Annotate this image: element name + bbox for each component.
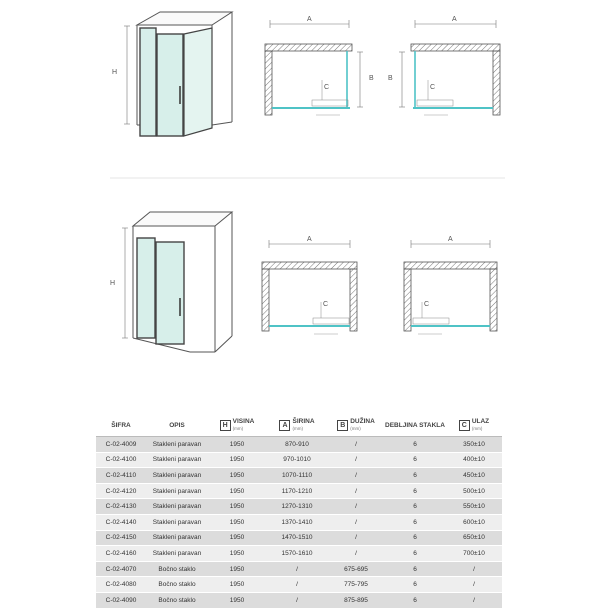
dim-label-a: A: [307, 16, 312, 23]
cell-opis: Stakleni paravan: [146, 546, 208, 562]
cell-duzina: 875-895: [328, 592, 384, 608]
header-sirina-unit: (mm): [292, 426, 303, 431]
cell-opis: Stakleni paravan: [146, 499, 208, 515]
plan-view-niche-left: [262, 236, 357, 334]
dim-label-a: A: [448, 236, 453, 243]
table-row: [96, 514, 502, 530]
dim-label-h: H: [112, 69, 118, 76]
cell-opis: Bočno staklo: [146, 561, 208, 577]
dim-label-a: A: [452, 16, 457, 23]
dim-label-c: C: [430, 84, 436, 91]
cell-ulaz: 450±10: [446, 468, 502, 484]
cell-ulaz: /: [446, 577, 502, 593]
cell-opis: Stakleni paravan: [146, 452, 208, 468]
cell-opis: Stakleni paravan: [146, 514, 208, 530]
cell-debljina: 6: [384, 577, 446, 593]
cell-sifra: C-02-4090: [96, 592, 146, 608]
cell-duzina: /: [328, 514, 384, 530]
cell-sirina: 1270-1310: [266, 499, 328, 515]
cell-debljina: 6: [384, 561, 446, 577]
table-row: [96, 577, 502, 593]
cell-ulaz: 700±10: [446, 546, 502, 562]
header-ulaz-label: ULAZ: [471, 418, 490, 425]
header-duzina: [328, 414, 384, 437]
cell-sifra: C-02-4080: [96, 577, 146, 593]
cell-duzina: 775-795: [328, 577, 384, 593]
cell-opis: Bočno staklo: [146, 577, 208, 593]
header-visina-unit: (mm): [232, 426, 244, 431]
cell-duzina: /: [328, 546, 384, 562]
cell-visina: 1950: [208, 577, 266, 593]
cell-visina: 1950: [208, 546, 266, 562]
cell-sirina: /: [266, 561, 328, 577]
cell-debljina: 6: [384, 530, 446, 546]
cell-sirina: 870-910: [266, 437, 328, 453]
table-row: [96, 561, 502, 577]
spec-table-container: [96, 414, 502, 609]
header-opis: OPIS: [146, 414, 208, 437]
cell-sifra: C-02-4070: [96, 561, 146, 577]
header-duzina-unit: (mm): [350, 426, 361, 431]
cell-debljina: 6: [384, 437, 446, 453]
header-visina: [208, 414, 266, 437]
cell-duzina: /: [328, 499, 384, 515]
table-row: [96, 592, 502, 608]
dim-label-c: C: [424, 301, 430, 308]
cell-visina: 1950: [208, 452, 266, 468]
cell-debljina: 6: [384, 452, 446, 468]
cell-visina: 1950: [208, 530, 266, 546]
cell-sifra: C-02-4160: [96, 546, 146, 562]
header-visina-label: VISINA: [232, 418, 255, 425]
cell-ulaz: /: [446, 592, 502, 608]
dim-label-c: C: [324, 84, 330, 91]
cell-opis: Stakleni paravan: [146, 437, 208, 453]
cell-sifra: C-02-4130: [96, 499, 146, 515]
header-sifra: ŠIFRA: [96, 414, 146, 437]
cell-sifra: C-02-4100: [96, 452, 146, 468]
cell-duzina: /: [328, 452, 384, 468]
table-row: [96, 452, 502, 468]
cell-sirina: 1370-1410: [266, 514, 328, 530]
cell-sifra: C-02-4120: [96, 483, 146, 499]
cell-sirina: /: [266, 592, 328, 608]
cell-sirina: 970-1010: [266, 452, 328, 468]
header-sirina: [266, 414, 328, 437]
cell-debljina: 6: [384, 514, 446, 530]
c-badge-icon: C: [459, 420, 470, 431]
spec-table-body: [96, 437, 502, 609]
table-row: [96, 499, 502, 515]
perspective-corner-enclosure: [112, 12, 232, 136]
cell-debljina: 6: [384, 483, 446, 499]
header-debljina: DEBLJINA STAKLA: [384, 414, 446, 437]
cell-visina: 1950: [208, 499, 266, 515]
cell-debljina: 6: [384, 592, 446, 608]
cell-sirina: 1070-1110: [266, 468, 328, 484]
plan-view-right-wall: [388, 16, 500, 115]
h-badge-icon: H: [220, 420, 231, 431]
perspective-niche-enclosure: [110, 212, 232, 352]
cell-ulaz: 400±10: [446, 452, 502, 468]
plan-view-niche-right: [404, 236, 497, 334]
cell-duzina: /: [328, 530, 384, 546]
table-row: [96, 530, 502, 546]
cell-visina: 1950: [208, 561, 266, 577]
cell-sirina: 1170-1210: [266, 483, 328, 499]
cell-opis: Stakleni paravan: [146, 468, 208, 484]
cell-visina: 1950: [208, 468, 266, 484]
cell-sifra: C-02-4140: [96, 514, 146, 530]
table-row: [96, 546, 502, 562]
cell-duzina: /: [328, 437, 384, 453]
cell-visina: 1950: [208, 483, 266, 499]
cell-duzina: /: [328, 483, 384, 499]
cell-sifra: C-02-4150: [96, 530, 146, 546]
cell-sirina: 1570-1610: [266, 546, 328, 562]
plan-view-left-wall: [265, 16, 374, 115]
cell-ulaz: 550±10: [446, 499, 502, 515]
cell-ulaz: 600±10: [446, 514, 502, 530]
cell-visina: 1950: [208, 514, 266, 530]
header-ulaz: [446, 414, 502, 437]
dim-label-b: B: [369, 75, 374, 82]
header-ulaz-unit: (mm): [471, 426, 483, 431]
cell-visina: 1950: [208, 592, 266, 608]
cell-duzina: /: [328, 468, 384, 484]
cell-ulaz: /: [446, 561, 502, 577]
cell-sifra: C-02-4009: [96, 437, 146, 453]
dim-label-a: A: [307, 236, 312, 243]
a-badge-icon: A: [279, 420, 290, 431]
cell-opis: Bočno staklo: [146, 592, 208, 608]
cell-debljina: 6: [384, 468, 446, 484]
table-row: [96, 483, 502, 499]
cell-ulaz: 350±10: [446, 437, 502, 453]
cell-ulaz: 500±10: [446, 483, 502, 499]
header-sirina-label: ŠIRINA: [292, 418, 315, 425]
cell-debljina: 6: [384, 546, 446, 562]
cell-ulaz: 650±10: [446, 530, 502, 546]
table-header-row: [96, 414, 502, 437]
cell-sirina: 1470-1510: [266, 530, 328, 546]
cell-visina: 1950: [208, 437, 266, 453]
b-badge-icon: B: [337, 420, 348, 431]
cell-opis: Stakleni paravan: [146, 530, 208, 546]
cell-sirina: /: [266, 577, 328, 593]
dim-label-h: H: [110, 280, 116, 287]
cell-duzina: 675-695: [328, 561, 384, 577]
table-row: [96, 468, 502, 484]
dim-label-b: B: [388, 75, 393, 82]
spec-table: [96, 414, 502, 609]
dim-label-c: C: [323, 301, 329, 308]
cell-debljina: 6: [384, 499, 446, 515]
table-row: [96, 437, 502, 453]
cell-sifra: C-02-4110: [96, 468, 146, 484]
cell-opis: Stakleni paravan: [146, 483, 208, 499]
header-duzina-label: DUŽINA: [350, 418, 375, 425]
